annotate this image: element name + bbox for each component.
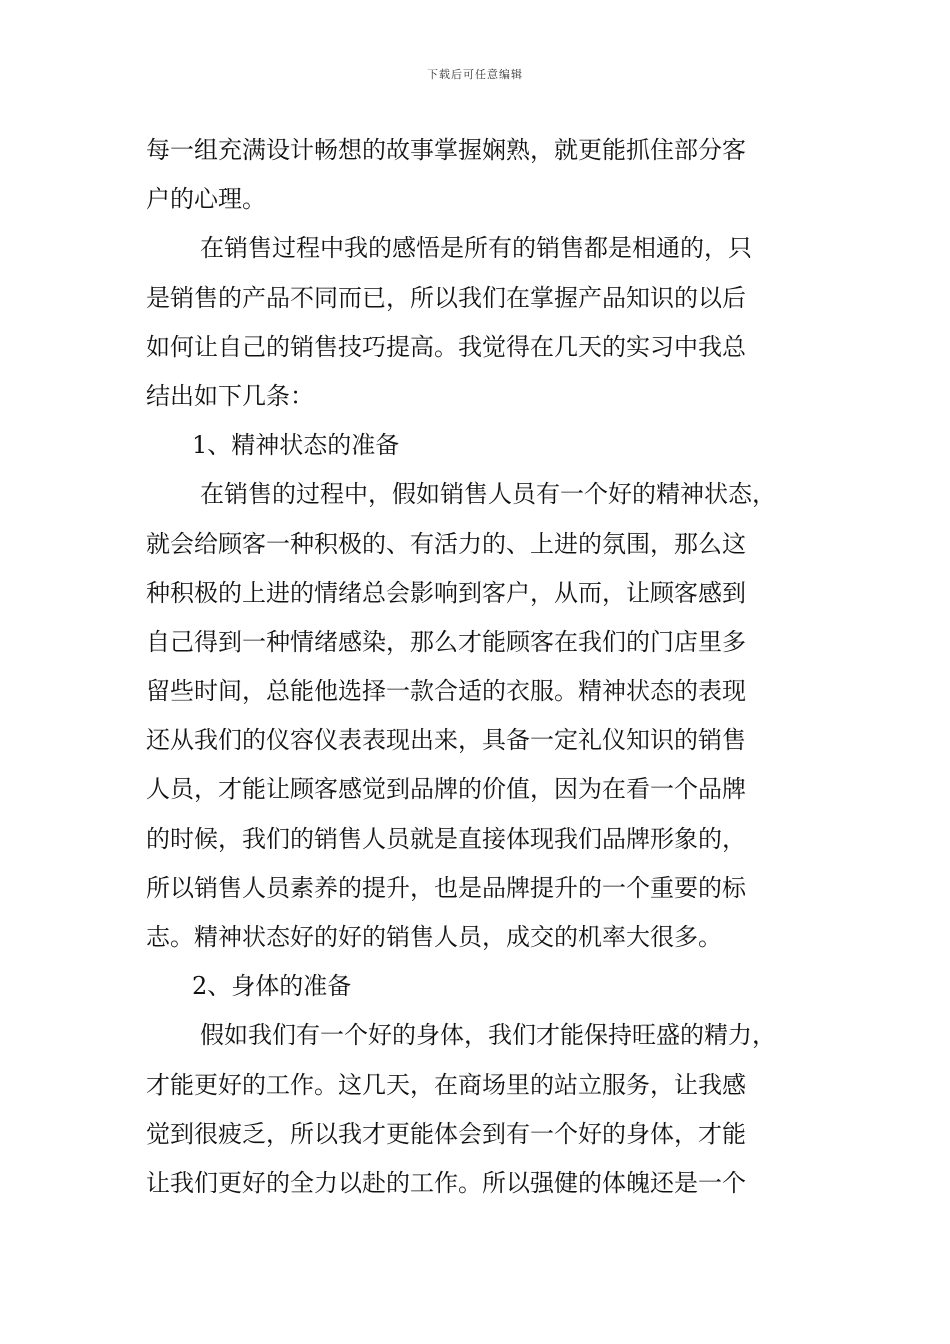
text-line: 觉到很疲乏，所以我才更能体会到有一个好的身体，才能 [146, 1119, 746, 1148]
paragraph-first-line: 在销售的过程中，假如销售人员有一个好的精神状态， [200, 480, 776, 509]
text-line: 是销售的产品不同而已，所以我们在掌握产品知识的以后 [146, 283, 746, 312]
section-heading: 2、身体的准备 [192, 972, 352, 1001]
text-line: 志。精神状态好的好的销售人员，成交的机率大很多。 [146, 923, 722, 951]
text-line: 结出如下几条： [146, 381, 314, 410]
text-line: 户的心理。 [146, 185, 266, 214]
text-line: 的时候，我们的销售人员就是直接体现我们品牌形象的， [146, 824, 746, 853]
document-body [146, 126, 836, 1208]
text-line: 种积极的上进的情绪总会影响到客户，从而，让顾客感到 [146, 578, 746, 607]
page-header: 下载后可任意编辑 [427, 68, 523, 81]
paragraph-first-line: 在销售过程中我的感悟是所有的销售都是相通的，只 [200, 234, 752, 263]
text-line: 所以销售人员素养的提升，也是品牌提升的一个重要的标 [146, 873, 746, 902]
text-line: 让我们更好的全力以赴的工作。所以强健的体魄还是一个 [146, 1168, 746, 1197]
text-line: 如何让自己的销售技巧提高。我觉得在几天的实习中我总 [146, 332, 746, 361]
text-line: 人员，才能让顾客感觉到品牌的价值，因为在看一个品牌 [146, 775, 746, 804]
text-line: 自己得到一种情绪感染，那么才能顾客在我们的门店里多 [146, 627, 746, 656]
section-heading: 1、精神状态的准备 [192, 431, 400, 460]
text-line: 留些时间，总能他选择一款合适的衣服。精神状态的表现 [146, 677, 746, 706]
text-line: 每一组充满设计畅想的故事掌握娴熟，就更能抓住部分客 [146, 136, 746, 164]
text-line: 还从我们的仪容仪表表现出来，具备一定礼仪知识的销售 [146, 726, 746, 755]
text-line: 才能更好的工作。这几天，在商场里的站立服务，让我感 [146, 1070, 746, 1099]
paragraph-first-line: 假如我们有一个好的身体，我们才能保持旺盛的精力， [200, 1021, 776, 1050]
text-line: 就会给顾客一种积极的、有活力的、上进的氛围，那么这 [146, 529, 746, 558]
